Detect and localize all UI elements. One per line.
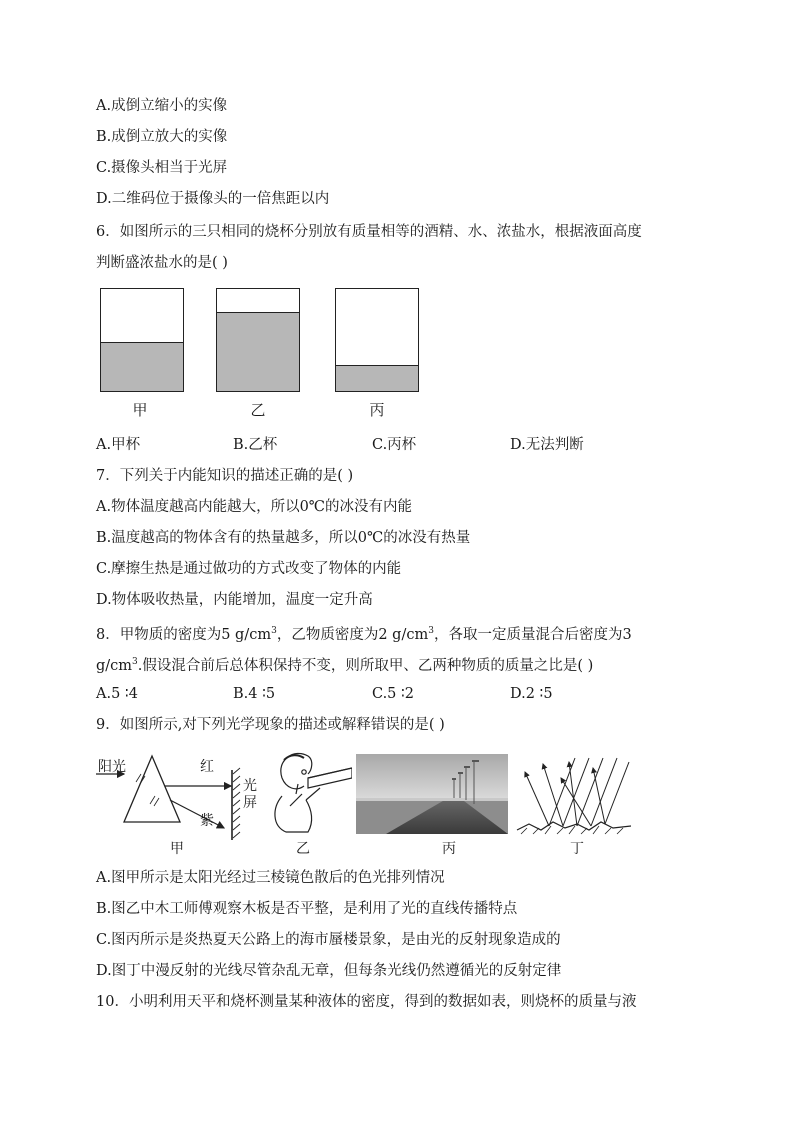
prism-icon (124, 756, 180, 822)
q8-stem-line1 (96, 621, 632, 645)
rough-surface (517, 822, 631, 830)
q5-option-b: B.成倒立放大的实像 (96, 129, 228, 145)
q8-stem-line2-part1: g/cm (96, 657, 133, 674)
q9-option-c: C.图丙所示是炎热夏天公路上的海市蜃楼景象，是由光的反射现象造成的 (96, 932, 561, 948)
beaker-yi (216, 288, 300, 392)
beaker-label-bing: 丙 (369, 401, 385, 419)
q6-option-b: B.乙杯 (233, 437, 278, 453)
q9-option-d: D.图丁中漫反射的光线尽管杂乱无章，但每条光线仍然遵循光的反射定律 (96, 963, 562, 979)
wood-board (308, 768, 352, 788)
q6-stem-line1: 6．如图所示的三只相同的烧杯分别放有质量相等的酒精、水、浓盐水，根据液面高度 (96, 224, 642, 240)
q9-option-b: B.图乙中木工师傅观察木板是否平整，是利用了光的直线传播特点 (96, 901, 518, 917)
figure-label-bing: 丙 (442, 841, 456, 857)
figure-label-ding: 丁 (570, 841, 584, 857)
q6-option-c: C.丙杯 (372, 437, 417, 453)
q7-stem: 7．下列关于内能知识的描述正确的是( ) (96, 468, 354, 484)
mirage-photo (356, 754, 508, 834)
q9-option-a: A.图甲所示是太阳光经过三棱镜色散后的色光排列情况 (96, 870, 445, 886)
q5-option-a: A.成倒立缩小的实像 (96, 98, 228, 114)
carpenter-figure (268, 748, 352, 836)
liquid-yi (217, 312, 299, 391)
liquid-bing (336, 365, 418, 392)
beaker-jia (100, 288, 184, 392)
beaker-bing (335, 288, 419, 392)
screen-label: 光屏 (243, 778, 257, 811)
q8-unit-superscript: 3 (428, 626, 434, 636)
q6-option-d: D.无法判断 (510, 437, 584, 453)
q8-stem-part3: ，各取一定质量混合后密度为3 (433, 626, 632, 643)
q8-unit-superscript: 3 (271, 626, 277, 636)
q8-option-d: D.2 ∶5 (510, 686, 553, 702)
diffuse-reflection-figure (515, 754, 633, 836)
q7-option-b: B.温度越高的物体含有的热量越多，所以0℃的冰没有热量 (96, 530, 471, 546)
q10-stem-line1: 10．小明利用天平和烧杯测量某种液体的密度，得到的数据如表，则烧杯的质量与液 (96, 994, 637, 1010)
red-label: 红 (200, 759, 214, 775)
q5-option-d: D.二维码位于摄像头的一倍焦距以内 (96, 191, 330, 207)
sunlight-label: 阳光 (98, 759, 126, 775)
purple-label: 紫 (200, 813, 214, 829)
q6-stem-line2: 判断盛浓盐水的是( ) (96, 255, 228, 271)
beaker-label-yi: 乙 (250, 401, 266, 419)
beaker-label-jia: 甲 (132, 401, 148, 419)
q6-option-a: A.甲杯 (96, 437, 141, 453)
q8-stem-line2 (96, 652, 593, 676)
figure-label-jia: 甲 (170, 841, 184, 857)
purple-ray (170, 800, 224, 828)
q5-option-c: C.摄像头相当于光屏 (96, 160, 228, 176)
q9-stem: 9．如图所示,对下列光学现象的描述或解释错误的是( ) (96, 717, 445, 733)
q8-unit-superscript: 3 (132, 657, 138, 667)
q7-option-a: A.物体温度越高内能越大，所以0℃的冰没有内能 (96, 499, 413, 515)
q8-stem-line2-part2: .假设混合前后总体积保持不变，则所取甲、乙两种物质的质量之比是( ) (137, 657, 594, 674)
q8-option-c: C.5 ∶2 (372, 686, 415, 702)
q8-stem-part2: ，乙物质密度为2 g/cm (276, 626, 429, 643)
q8-option-a: A.5 ∶4 (96, 686, 138, 702)
q8-stem-part1: 8．甲物质的密度为5 g/cm (96, 626, 272, 643)
q8-option-b: B.4 ∶5 (233, 686, 276, 702)
liquid-jia (101, 342, 183, 391)
figure-label-yi: 乙 (296, 841, 310, 857)
q7-option-c: C.摩擦生热是通过做功的方式改变了物体的内能 (96, 561, 402, 577)
q7-option-d: D.物体吸收热量，内能增加，温度一定升高 (96, 592, 373, 608)
